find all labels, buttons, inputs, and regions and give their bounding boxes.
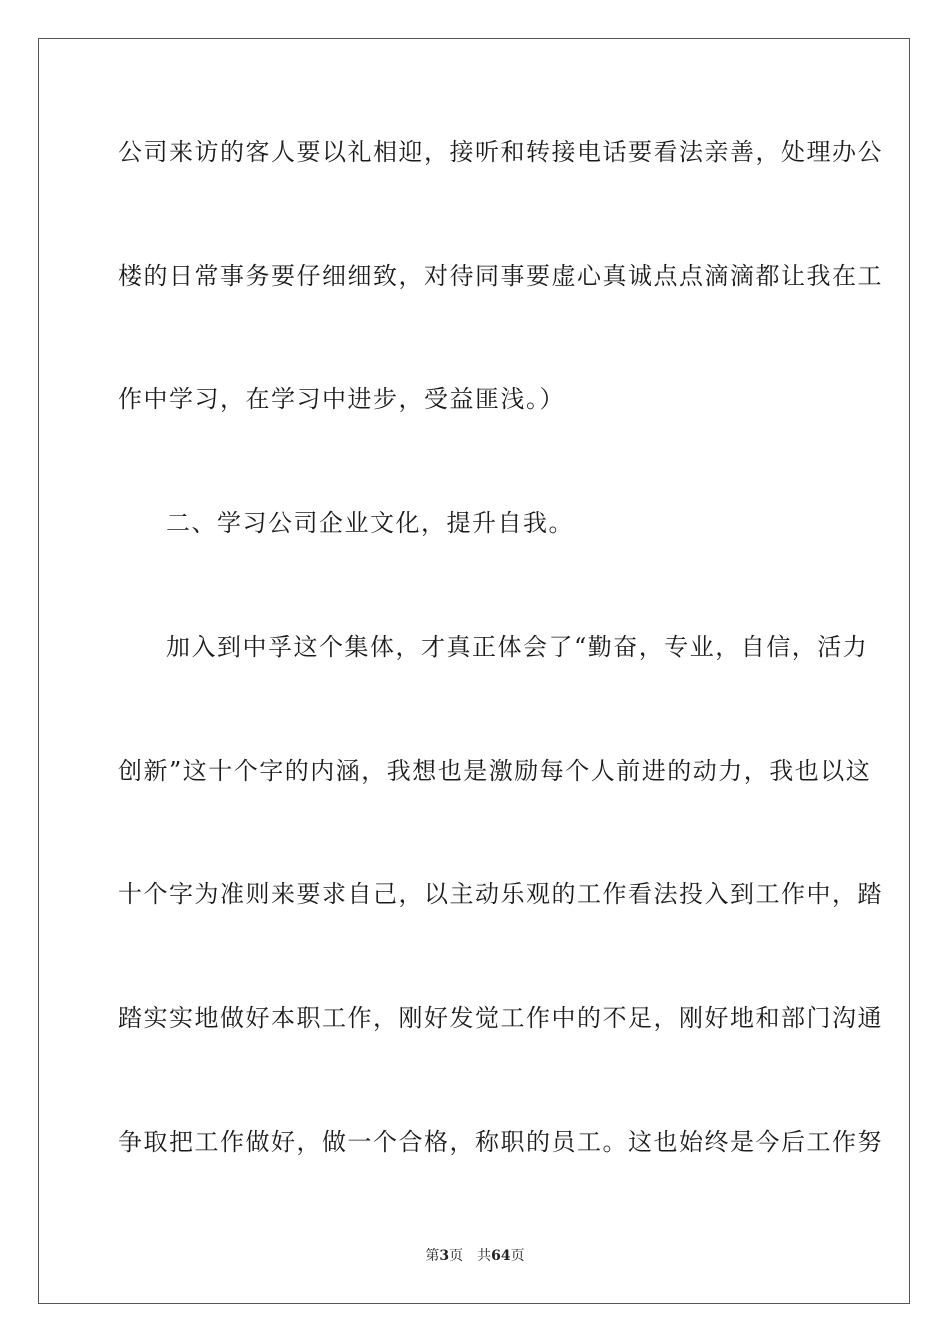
body-text-line: 创新”这十个字的内涵，我想也是激励每个人前进的动力，我也以这 bbox=[118, 757, 872, 785]
section-heading: 二、学习公司企业文化，提升自我。 bbox=[166, 509, 574, 537]
total-label-prefix: 共 bbox=[477, 1248, 492, 1264]
page-label-prefix: 第 bbox=[425, 1248, 440, 1264]
page-label-suffix: 页 bbox=[449, 1248, 464, 1264]
page-border bbox=[38, 38, 910, 1304]
body-text-line: 楼的日常事务要仔细细致，对待同事要虚心真诚点点滴滴都让我在工 bbox=[118, 262, 883, 290]
body-text-line: 争取把工作做好，做一个合格，称职的员工。这也始终是今后工作努 bbox=[118, 1128, 883, 1156]
total-label-suffix: 页 bbox=[510, 1248, 525, 1264]
total-pages: 64 bbox=[491, 1248, 511, 1264]
body-text-line: 作中学习，在学习中进步，受益匪浅。） bbox=[118, 385, 565, 413]
body-text-line: 踏实实地做好本职工作，刚好发觉工作中的不足，刚好地和部门沟通 bbox=[118, 1004, 883, 1032]
page-number: 3 bbox=[439, 1248, 450, 1264]
body-text-line: 十个字为准则来要求自己，以主动乐观的工作看法投入到工作中，踏 bbox=[118, 880, 883, 908]
paragraph-first-line: 加入到中孚这个集体，才真正体会了“勤奋，专业，自信，活力 bbox=[166, 633, 869, 661]
body-text-line: 公司来访的客人要以礼相迎，接听和转接电话要看法亲善，处理办公 bbox=[118, 138, 883, 166]
page-footer bbox=[0, 1247, 950, 1265]
